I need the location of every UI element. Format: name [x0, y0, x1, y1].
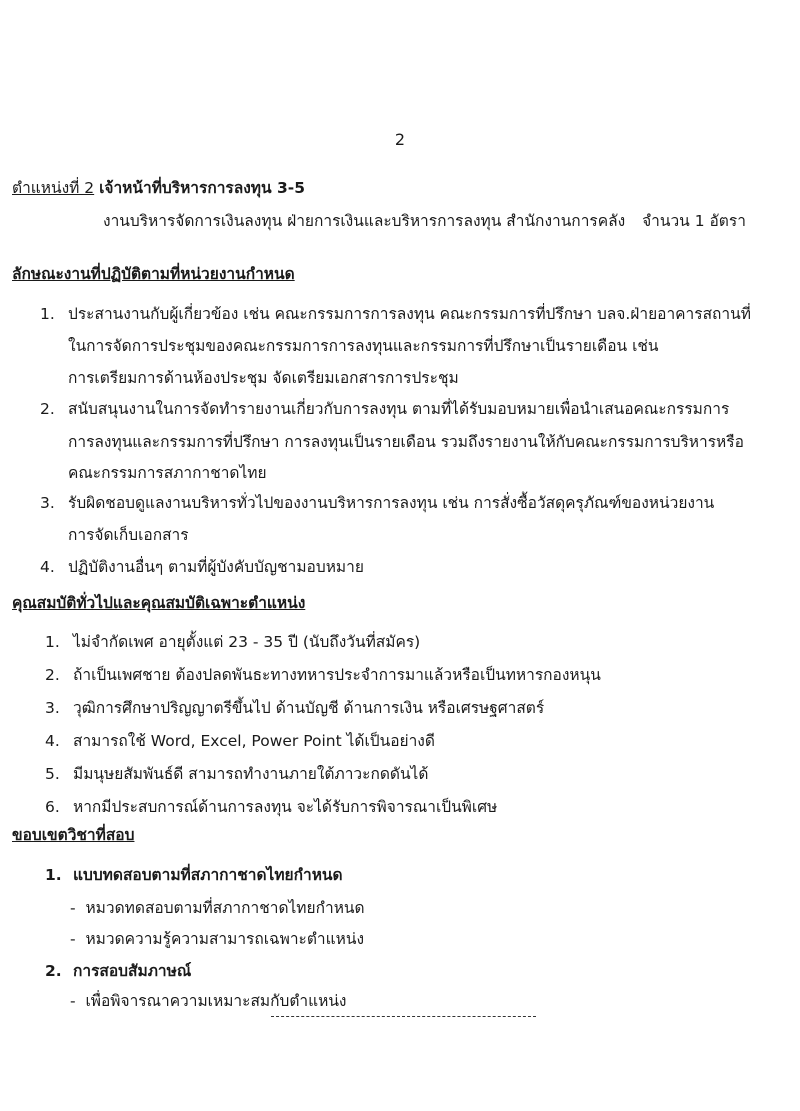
page-number: 2: [394, 130, 406, 149]
qualification-text: หากมีประสบการณ์ด้านการลงทุน จะได้รับการพิจารณาเป็นพิเศษ: [73, 798, 498, 816]
qualification-text: ไม่จำกัดเพศ อายุตั้งแต่ 23 - 35 ปี (นับถึงวันที่สมัคร): [73, 633, 421, 651]
exam-subitem-text: เพื่อพิจารณาความเหมาะสมกับตำแหน่ง: [85, 992, 347, 1010]
position-title: เจ้าหน้าที่บริหารการลงทุน 3-5: [99, 179, 306, 197]
duty-line: คณะกรรมการสภากาชาดไทย: [68, 464, 267, 482]
qualification-number: 5.: [45, 765, 60, 783]
qualification-number: 2.: [45, 666, 60, 684]
exam-heading: ขอบเขตวิชาที่สอบ: [12, 826, 135, 844]
qualification-text: สามารถใช้ Word, Excel, Power Point ได้เป็นอย่างดี: [73, 732, 435, 750]
duty-line: ประสานงานกับผู้เกี่ยวข้อง เช่น คณะกรรมการการลงทุน คณะกรรมการที่ปรึกษา บลจ.ฝ่ายอาคารสถานที่: [68, 305, 751, 323]
duty-line: การจัดเก็บเอกสาร: [68, 526, 189, 544]
position-quota: จำนวน 1 อัตรา: [642, 212, 746, 230]
qualification-item: [45, 796, 497, 818]
duty-line: การเตรียมการด้านห้องประชุม จัดเตรียมเอกสารการประชุม: [68, 369, 459, 387]
qualification-item: [45, 730, 435, 752]
exam-subitem: [70, 928, 364, 950]
qualification-number: 1.: [45, 633, 60, 651]
position-unit: งานบริหารจัดการเงินลงทุน ฝ่ายการเงินและบริหารการลงทุน สำนักงานการคลัง: [103, 212, 626, 230]
duty-number: 1.: [40, 305, 55, 323]
qualification-number: 4.: [45, 732, 60, 750]
exam-section-1: [45, 864, 343, 886]
exam-subitem: [70, 897, 365, 919]
duty-item-4: [40, 556, 364, 578]
closing-divider: [271, 1016, 536, 1017]
duty-line: รับผิดชอบดูแลงานบริหารทั่วไปของงานบริหารการลงทุน เช่น การสั่งซื้อวัสดุครุภัณฑ์ของหน่วยงาน: [68, 494, 715, 512]
qualifications-heading: คุณสมบัติทั่วไปและคุณสมบัติเฉพาะตำแหน่ง: [12, 594, 306, 612]
exam-subitem-text: หมวดทดสอบตามที่สภากาชาดไทยกำหนด: [85, 899, 365, 917]
exam-section-number: 2.: [45, 962, 62, 980]
duty-line: สนับสนุนงานในการจัดทำรายงานเกี่ยวกับการลงทุน ตามที่ได้รับมอบหมายเพื่อนำเสนอคณะกรรมการ: [68, 400, 730, 418]
exam-subitem: [70, 990, 347, 1012]
exam-section-title: การสอบสัมภาษณ์: [73, 962, 192, 980]
exam-subitem-text: หมวดความรู้ความสามารถเฉพาะตำแหน่ง: [85, 930, 365, 948]
exam-section-title: แบบทดสอบตามที่สภากาชาดไทยกำหนด: [73, 866, 343, 884]
bullet-dash: -: [70, 930, 76, 948]
duty-item-3: [40, 492, 714, 514]
duty-line: ปฏิบัติงานอื่นๆ ตามที่ผู้บังคับบัญชามอบหมาย: [68, 558, 364, 576]
exam-section-number: 1.: [45, 866, 62, 884]
qualification-item: [45, 697, 544, 719]
duty-number: 4.: [40, 558, 55, 576]
exam-section-2: [45, 960, 191, 982]
bullet-dash: -: [70, 899, 76, 917]
qualification-text: วุฒิการศึกษาปริญญาตรีขึ้นไป ด้านบัญชี ด้านการเงิน หรือเศรษฐศาสตร์: [73, 699, 545, 717]
qualification-item: [45, 763, 428, 785]
duty-line: การลงทุนและกรรมการที่ปรึกษา การลงทุนเป็นรายเดือน รวมถึงรายงานให้กับคณะกรรมการบริหารหรือ: [68, 433, 744, 451]
duty-item-1: [40, 303, 751, 325]
duty-number: 3.: [40, 494, 55, 512]
qualification-item: [45, 664, 601, 686]
position-unit-line: [103, 210, 746, 232]
qualification-number: 6.: [45, 798, 60, 816]
duty-number: 2.: [40, 400, 55, 418]
position-heading: [12, 177, 305, 199]
duty-item-2: [40, 398, 729, 420]
qualification-number: 3.: [45, 699, 60, 717]
duty-line: ในการจัดการประชุมของคณะกรรมการการลงทุนและกรรมการที่ปรึกษาเป็นรายเดือน เช่น: [68, 337, 659, 355]
qualification-text: ถ้าเป็นเพศชาย ต้องปลดพันธะทางทหารประจำการมาแล้วหรือเป็นทหารกองหนุน: [73, 666, 601, 684]
duties-heading: ลักษณะงานที่ปฏิบัติตามที่หน่วยงานกำหนด: [12, 265, 295, 283]
position-label: ตำแหน่งที่ 2: [12, 179, 95, 197]
qualification-item: [45, 631, 420, 653]
bullet-dash: -: [70, 992, 76, 1010]
qualification-text: มีมนุษยสัมพันธ์ดี สามารถทำงานภายใต้ภาวะกดดันได้: [73, 765, 429, 783]
